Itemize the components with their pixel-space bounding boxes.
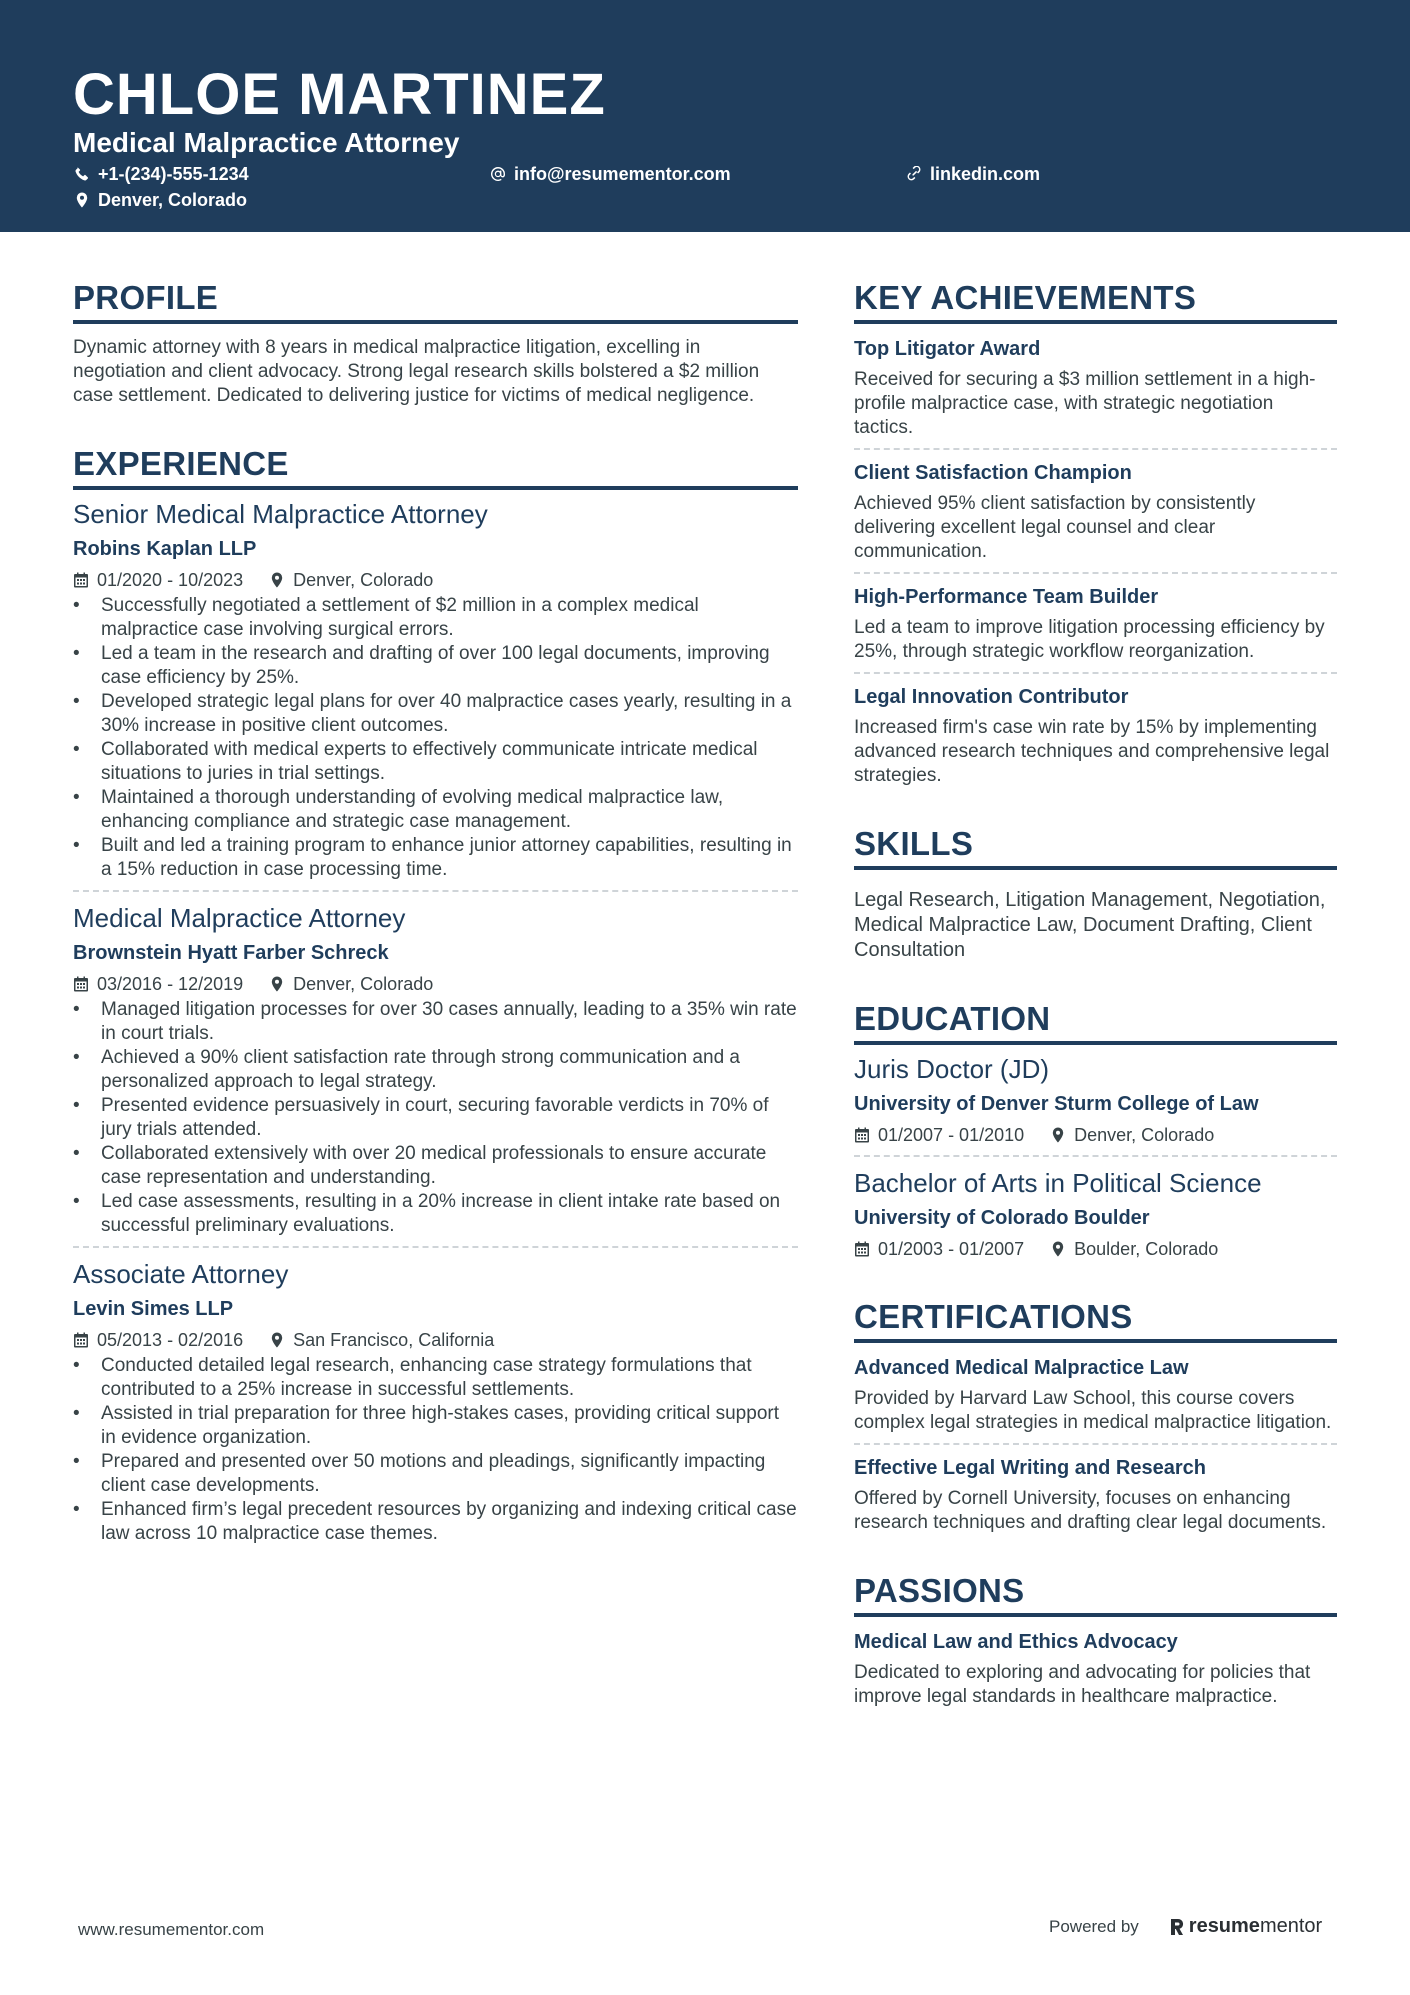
candidate-name: CHLOE MARTINEZ [73, 62, 606, 127]
calendar-icon [73, 1332, 89, 1348]
item-title: Effective Legal Writing and Research [854, 1457, 1206, 1479]
contact-phone[interactable] [74, 162, 249, 186]
resume-header [0, 0, 1410, 232]
location-pin-icon [269, 976, 285, 992]
education-heading: EDUCATION [854, 999, 1337, 1045]
list-item: • Achieved a 90% client satisfaction rate through strong communication and a personalized approach to legal strategy. [73, 1046, 798, 1094]
calendar-icon-wrap [73, 572, 97, 588]
location: Boulder, Colorado [1074, 1239, 1219, 1259]
list-item: • Enhanced firm’s legal precedent resources by organizing and indexing critical case law across 10 malpractice case themes. [73, 1498, 798, 1546]
location-icon-wrap [269, 1332, 293, 1348]
date-location-row [73, 972, 798, 996]
experience-list [73, 498, 798, 1546]
calendar-icon [73, 976, 89, 992]
footer-website[interactable]: www.resumementor.com [78, 1920, 265, 1939]
list-item: • Prepared and presented over 50 motions and pleadings, significantly impacting client case developments. [73, 1450, 798, 1498]
location-pin-icon [269, 572, 285, 588]
calendar-icon-wrap [73, 976, 97, 992]
location-icon-wrap [269, 976, 293, 992]
experience-entry [73, 890, 798, 1238]
calendar-icon-wrap [73, 1332, 97, 1348]
phone-text: +1-(234)-555-1234 [98, 164, 249, 184]
footer-powered-by [1049, 1915, 1322, 1938]
item-title: Client Satisfaction Champion [854, 462, 1132, 484]
location-text: Denver, Colorado [98, 190, 248, 210]
brand-mark-icon [1169, 1917, 1185, 1937]
list-item: • Collaborated extensively with over 20 medical professionals to ensure accurate case representation and understanding. [73, 1142, 798, 1190]
item-description: Led a team to improve litigation processing efficiency by 25%, through strategic workflow reorganization. [854, 617, 1325, 662]
responsibilities-list [73, 594, 798, 882]
left-column [73, 278, 798, 1546]
powered-by-label: Powered by [1049, 1916, 1139, 1936]
divider [854, 672, 1337, 674]
calendar-icon [73, 572, 89, 588]
list-item: • Collaborated with medical experts to effectively communicate intricate medical situations to juries in trial settings. [73, 738, 798, 786]
list-item: • Successfully negotiated a settlement of $2 million in a complex medical malpractice case involving surgical errors. [73, 594, 798, 642]
company-name: Robins Kaplan LLP [73, 538, 257, 560]
phone-icon [74, 166, 90, 182]
job-title: Medical Malpractice Attorney [73, 903, 406, 933]
list-item: • Managed litigation processes for over 30 cases annually, leading to a 35% win rate in court trials. [73, 998, 798, 1046]
company-name: Levin Simes LLP [73, 1298, 234, 1320]
candidate-title: Medical Malpractice Attorney [73, 127, 460, 158]
divider [854, 448, 1337, 450]
location-icon-wrap [1050, 1241, 1074, 1257]
divider [854, 1443, 1337, 1445]
date-location-row [854, 1123, 1337, 1147]
list-item: • Led a team in the research and drafting of over 100 legal documents, improving case efficiency by 25%. [73, 642, 798, 690]
item-title: Top Litigator Award [854, 338, 1041, 360]
item-description: Achieved 95% client satisfaction by consistently delivering excellent legal counsel and clear communication. [854, 493, 1256, 562]
experience-heading: EXPERIENCE [73, 444, 798, 490]
degree-title: Juris Doctor (JD) [854, 1054, 1050, 1084]
right-column [854, 278, 1337, 1709]
profile-heading: PROFILE [73, 278, 798, 324]
list-item: • Built and led a training program to enhance junior attorney capabilities, resulting in a 15% reduction in case processing time. [73, 834, 798, 882]
contact-location [74, 188, 247, 212]
email-text: info@resumementor.com [514, 164, 731, 184]
job-title: Associate Attorney [73, 1259, 289, 1289]
calendar-icon [854, 1127, 870, 1143]
calendar-icon-wrap [854, 1127, 878, 1143]
list-item: • Conducted detailed legal research, enhancing case strategy formulations that contributed to a 25% increase in successful settlements. [73, 1354, 798, 1402]
date-range: 01/2003 - 01/2007 [878, 1239, 1025, 1259]
date-location-row [73, 1328, 798, 1352]
brand-text-bold: resume [1188, 1915, 1260, 1937]
list-item: • Assisted in trial preparation for three high-stakes cases, providing critical support in evidence organization. [73, 1402, 798, 1450]
divider [73, 1246, 798, 1248]
job-title: Senior Medical Malpractice Attorney [73, 499, 488, 529]
certifications-list [854, 1355, 1337, 1535]
item-title: Medical Law and Ethics Advocacy [854, 1631, 1178, 1653]
item-description: Provided by Harvard Law School, this course covers complex legal strategies in medical malpractice litigation. [854, 1388, 1332, 1433]
list-item: • Presented evidence persuasively in court, securing favorable verdicts in 70% of jury trials attended. [73, 1094, 798, 1142]
certifications-heading: CERTIFICATIONS [854, 1297, 1337, 1343]
calendar-icon-wrap [854, 1241, 878, 1257]
calendar-icon [854, 1241, 870, 1257]
contact-email[interactable] [490, 162, 731, 186]
degree-title: Bachelor of Arts in Political Science [854, 1168, 1262, 1198]
location-icon-wrap [1050, 1127, 1074, 1143]
list-item: • Led case assessments, resulting in a 20% increase in client intake rate based on successful preliminary evaluations. [73, 1190, 798, 1238]
contact-linkedin[interactable] [906, 162, 1040, 186]
skills-heading: SKILLS [854, 824, 1337, 870]
location: Denver, Colorado [293, 570, 434, 590]
item-description: Dedicated to exploring and advocating for policies that improve legal standards in healthcare malpractice. [854, 1662, 1311, 1707]
location-pin-icon [269, 1332, 285, 1348]
responsibilities-list [73, 1354, 798, 1546]
list-item: • Maintained a thorough understanding of evolving medical malpractice law, enhancing compliance and strategic case management. [73, 786, 798, 834]
item-description: Increased firm's case win rate by 15% by implementing advanced research techniques and comprehensive legal strategies. [854, 717, 1330, 786]
item-title: Legal Innovation Contributor [854, 686, 1129, 708]
school-name: University of Denver Sturm College of Law [854, 1093, 1259, 1115]
date-range: 01/2020 - 10/2023 [97, 570, 244, 590]
date-range: 03/2016 - 12/2019 [97, 974, 244, 994]
passions-heading: PASSIONS [854, 1571, 1337, 1617]
experience-entry [73, 498, 798, 882]
brand-logo[interactable] [1169, 1915, 1322, 1938]
achievements-list [854, 336, 1337, 788]
brand-text-light: mentor [1259, 1915, 1323, 1937]
experience-entry [73, 1246, 798, 1546]
item-title: High-Performance Team Builder [854, 586, 1159, 608]
education-list [854, 1053, 1337, 1261]
skills-text: Legal Research, Litigation Management, Negotiation, Medical Malpractice Law, Document Drafting, Client Consultation [854, 889, 1326, 961]
location-icon-wrap [269, 572, 293, 588]
at-icon [490, 166, 506, 182]
profile-text: Dynamic attorney with 8 years in medical malpractice litigation, excelling in negotiation and client advocacy. Strong legal research skills bolstered a $2 million case settlement. Dedicated to delivering justice for victims of medical negligence. [73, 337, 760, 406]
item-description: Offered by Cornell University, focuses on enhancing research techniques and drafting clear legal documents. [854, 1488, 1327, 1533]
responsibilities-list [73, 998, 798, 1238]
linkedin-text: linkedin.com [930, 164, 1041, 184]
divider [854, 1155, 1337, 1157]
item-description: Received for securing a $3 million settlement in a high-profile malpractice case, with strategic negotiation tactics. [854, 369, 1316, 438]
divider [73, 890, 798, 892]
link-icon [906, 166, 922, 182]
location-pin-icon [1050, 1241, 1066, 1257]
location-pin-icon [1050, 1127, 1066, 1143]
company-name: Brownstein Hyatt Farber Schreck [73, 942, 389, 964]
location: Denver, Colorado [1074, 1125, 1215, 1145]
passions-list [854, 1629, 1337, 1709]
list-item: • Developed strategic legal plans for over 40 malpractice cases yearly, resulting in a 30% increase in positive client outcomes. [73, 690, 798, 738]
location: San Francisco, California [293, 1330, 495, 1350]
divider [854, 572, 1337, 574]
school-name: University of Colorado Boulder [854, 1207, 1150, 1229]
date-location-row [73, 568, 798, 592]
achievements-heading: KEY ACHIEVEMENTS [854, 278, 1337, 324]
location: Denver, Colorado [293, 974, 434, 994]
location-pin-icon [74, 192, 90, 208]
date-location-row [854, 1237, 1337, 1261]
item-title: Advanced Medical Malpractice Law [854, 1357, 1189, 1379]
date-range: 01/2007 - 01/2010 [878, 1125, 1025, 1145]
date-range: 05/2013 - 02/2016 [97, 1330, 244, 1350]
